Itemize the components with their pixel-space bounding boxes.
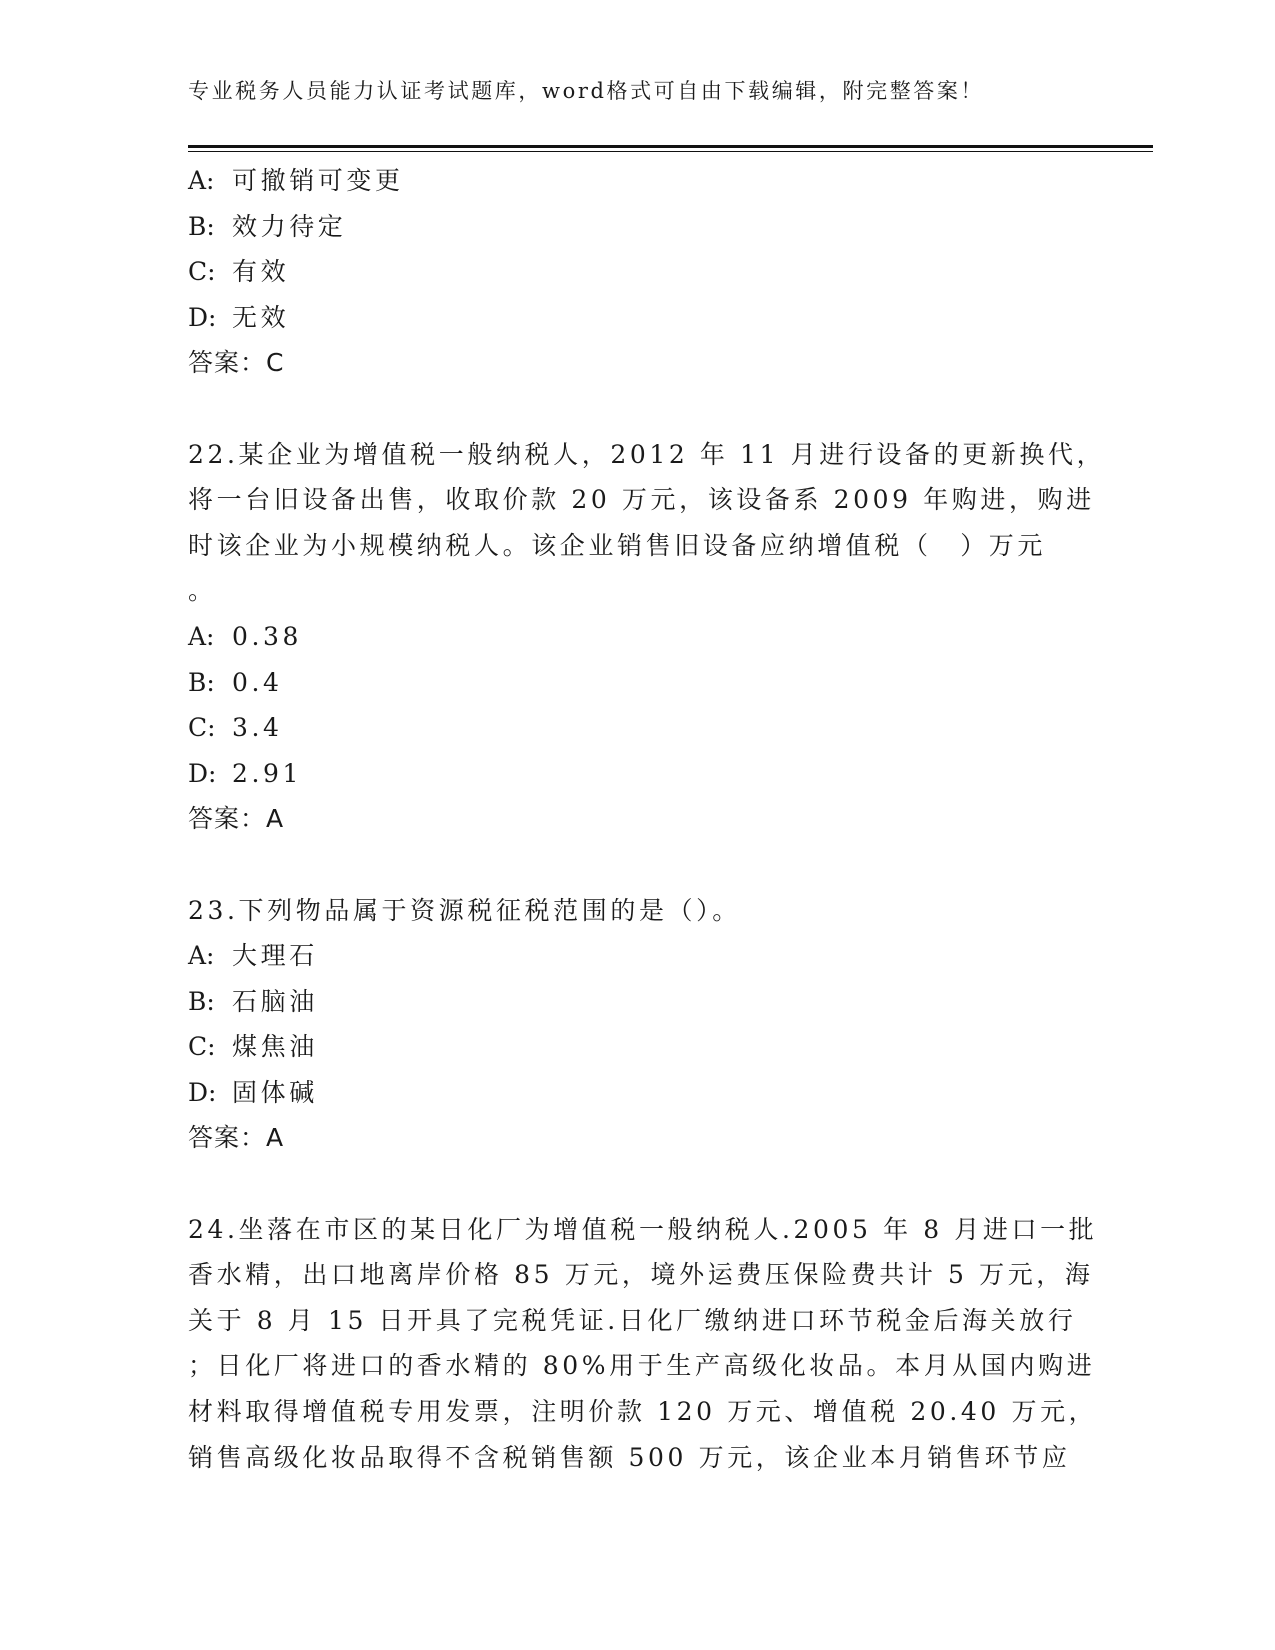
answer-line: 答案：C [188,348,285,378]
option-a [188,158,1088,204]
option-c [188,249,1088,295]
option-key: D: [188,302,217,332]
question-stem-line: 。 [188,576,217,606]
option-key: C: [188,1032,216,1062]
question-23 [188,888,1088,1162]
page-header: 专业税务人员能力认证考试题库，word格式可自由下载编辑，附完整答案！ [188,79,985,103]
option-text: 0.38 [232,621,303,651]
question-24 [188,1207,1098,1481]
spacer [188,386,1088,432]
question-stem-line: 香水精，出口地离岸价格 85 万元，境外运费压保险费共计 5 万元，海 [188,1260,1094,1290]
option-text: 2.91 [232,758,303,788]
option-c [188,1024,1088,1070]
option-b [188,979,1088,1025]
option-text: 大理石 [232,941,318,971]
option-text: 效力待定 [232,211,347,241]
spacer [188,842,1088,888]
option-key: A: [188,621,215,651]
option-text: 可撤销可变更 [232,166,404,195]
question-21 [188,158,1088,386]
option-key: C: [188,257,216,287]
question-stem-line: 23.下列物品属于资源税征税范围的是（）。 [188,895,741,925]
answer-line: 答案：A [188,1123,285,1153]
question-stem-line: ；日化厂将进口的香水精的 80%用于生产高级化妆品。本月从国内购进 [188,1351,1096,1381]
option-key: B: [188,986,215,1016]
option-text: 煤焦油 [232,1032,318,1062]
option-text: 无效 [232,302,290,332]
option-text: 有效 [232,257,290,287]
option-key: D: [188,758,217,788]
option-d [188,1070,1088,1116]
spacer [188,1161,1088,1207]
option-a [188,614,1088,660]
option-key: C: [188,713,216,743]
question-stem-line: 时该企业为小规模纳税人。该企业销售旧设备应纳增值税（ ）万元 [188,530,1047,560]
question-stem-line: 关于 8 月 15 日开具了完税凭证.日化厂缴纳进口环节税金后海关放行 [188,1305,1077,1335]
option-text: 0.4 [232,667,283,697]
option-text: 固体碱 [232,1077,318,1107]
header-rule-thick [188,145,1153,148]
option-key: B: [188,667,215,697]
question-stem-line: 销售高级化妆品取得不含税销售额 500 万元，该企业本月销售环节应 [188,1442,1071,1472]
option-key: A: [188,166,215,195]
question-22 [188,432,1106,842]
answer-line: 答案：A [188,804,285,834]
option-d [188,751,1088,797]
question-stem-line: 材料取得增值税专用发票，注明价款 120 万元、增值税 20.40 万元， [188,1397,1098,1427]
option-b [188,660,1088,706]
option-b [188,204,1088,250]
question-stem-line: 将一台旧设备出售，收取价款 20 万元，该设备系 2009 年购进，购进 [188,485,1095,515]
question-content [188,158,1106,1480]
header-rule-thin [188,151,1153,152]
option-text: 3.4 [232,713,283,743]
option-text: 石脑油 [232,986,318,1016]
option-a [188,933,1088,979]
question-stem-line: 24.坐落在市区的某日化厂为增值税一般纳税人.2005 年 8 月进口一批 [188,1214,1098,1244]
option-d [188,295,1088,341]
option-key: D: [188,1077,217,1107]
option-c [188,705,1088,751]
option-key: B: [188,211,215,241]
question-stem-line: 22.某企业为增值税一般纳税人，2012 年 11 月进行设备的更新换代， [188,439,1106,469]
option-key: A: [188,941,215,971]
